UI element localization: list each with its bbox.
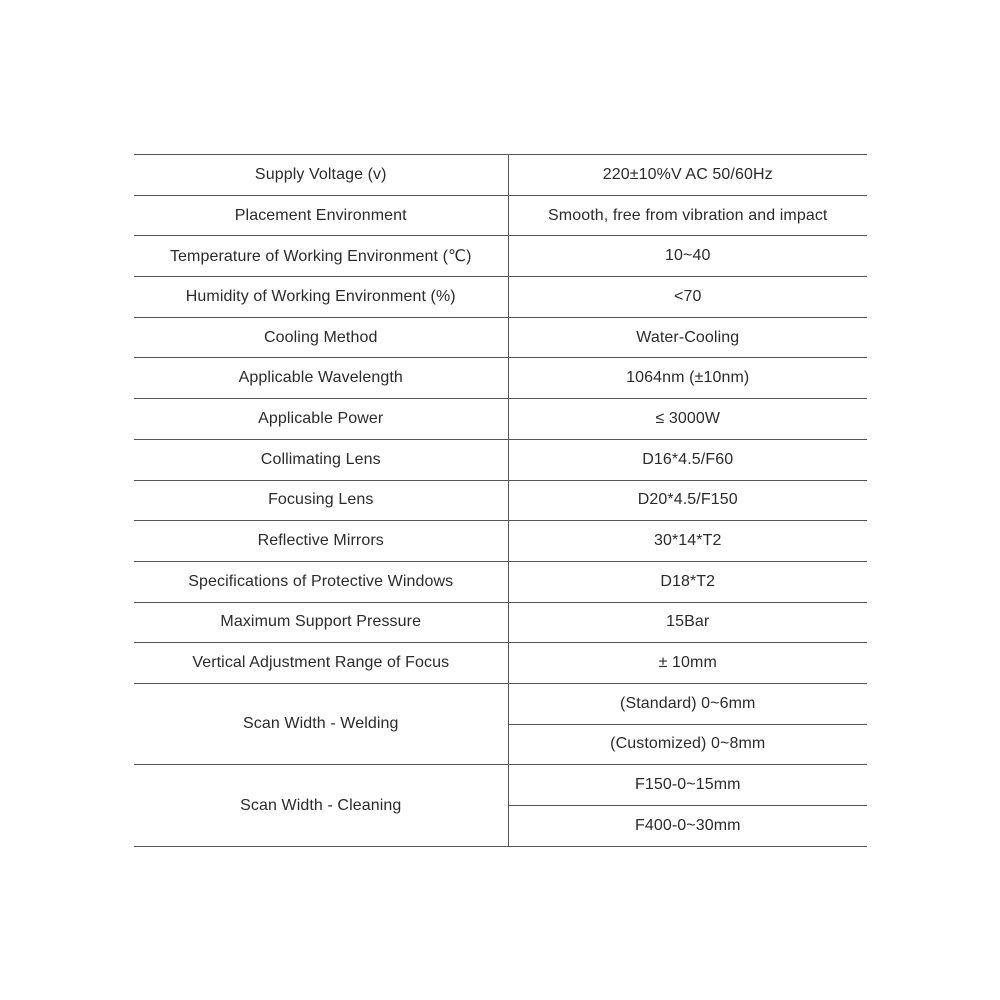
row-label: Maximum Support Pressure <box>134 602 508 643</box>
row-label: Supply Voltage (v) <box>134 155 508 196</box>
row-value: Smooth, free from vibration and impact <box>508 195 867 236</box>
scan-welding-standard: (Standard) 0~6mm <box>508 683 867 724</box>
table-row <box>134 399 867 440</box>
row-label: Specifications of Protective Windows <box>134 561 508 602</box>
table-row <box>134 602 867 643</box>
row-value: D20*4.5/F150 <box>508 480 867 521</box>
row-value: 30*14*T2 <box>508 521 867 562</box>
row-value: <70 <box>508 277 867 318</box>
table-row <box>134 236 867 277</box>
table-row <box>134 358 867 399</box>
row-label: Temperature of Working Environment (℃) <box>134 236 508 277</box>
row-value: Water-Cooling <box>508 317 867 358</box>
spec-table <box>134 154 867 847</box>
scan-welding-customized: (Customized) 0~8mm <box>508 724 867 765</box>
row-value: 220±10%V AC 50/60Hz <box>508 155 867 196</box>
table-row <box>134 561 867 602</box>
scan-cleaning-f400: F400-0~30mm <box>508 806 867 847</box>
row-value: 1064nm (±10nm) <box>508 358 867 399</box>
row-label: Humidity of Working Environment (%) <box>134 277 508 318</box>
row-label: Cooling Method <box>134 317 508 358</box>
row-label: Vertical Adjustment Range of Focus <box>134 643 508 684</box>
table-row <box>134 480 867 521</box>
row-label: Focusing Lens <box>134 480 508 521</box>
table-row <box>134 277 867 318</box>
table-row-scan-welding <box>134 683 867 724</box>
row-label: Collimating Lens <box>134 439 508 480</box>
row-value: ≤ 3000W <box>508 399 867 440</box>
row-value: D18*T2 <box>508 561 867 602</box>
spec-table-body <box>134 155 867 847</box>
row-label: Reflective Mirrors <box>134 521 508 562</box>
table-row <box>134 317 867 358</box>
table-row <box>134 439 867 480</box>
table-row-scan-cleaning <box>134 765 867 806</box>
row-value: 10~40 <box>508 236 867 277</box>
table-row <box>134 195 867 236</box>
scan-welding-label: Scan Width - Welding <box>134 683 508 764</box>
scan-cleaning-label: Scan Width - Cleaning <box>134 765 508 846</box>
row-value: 15Bar <box>508 602 867 643</box>
table-row <box>134 643 867 684</box>
scan-cleaning-f150: F150-0~15mm <box>508 765 867 806</box>
table-row <box>134 521 867 562</box>
row-value: D16*4.5/F60 <box>508 439 867 480</box>
row-value: ± 10mm <box>508 643 867 684</box>
row-label: Applicable Wavelength <box>134 358 508 399</box>
row-label: Placement Environment <box>134 195 508 236</box>
table-row <box>134 155 867 196</box>
row-label: Applicable Power <box>134 399 508 440</box>
